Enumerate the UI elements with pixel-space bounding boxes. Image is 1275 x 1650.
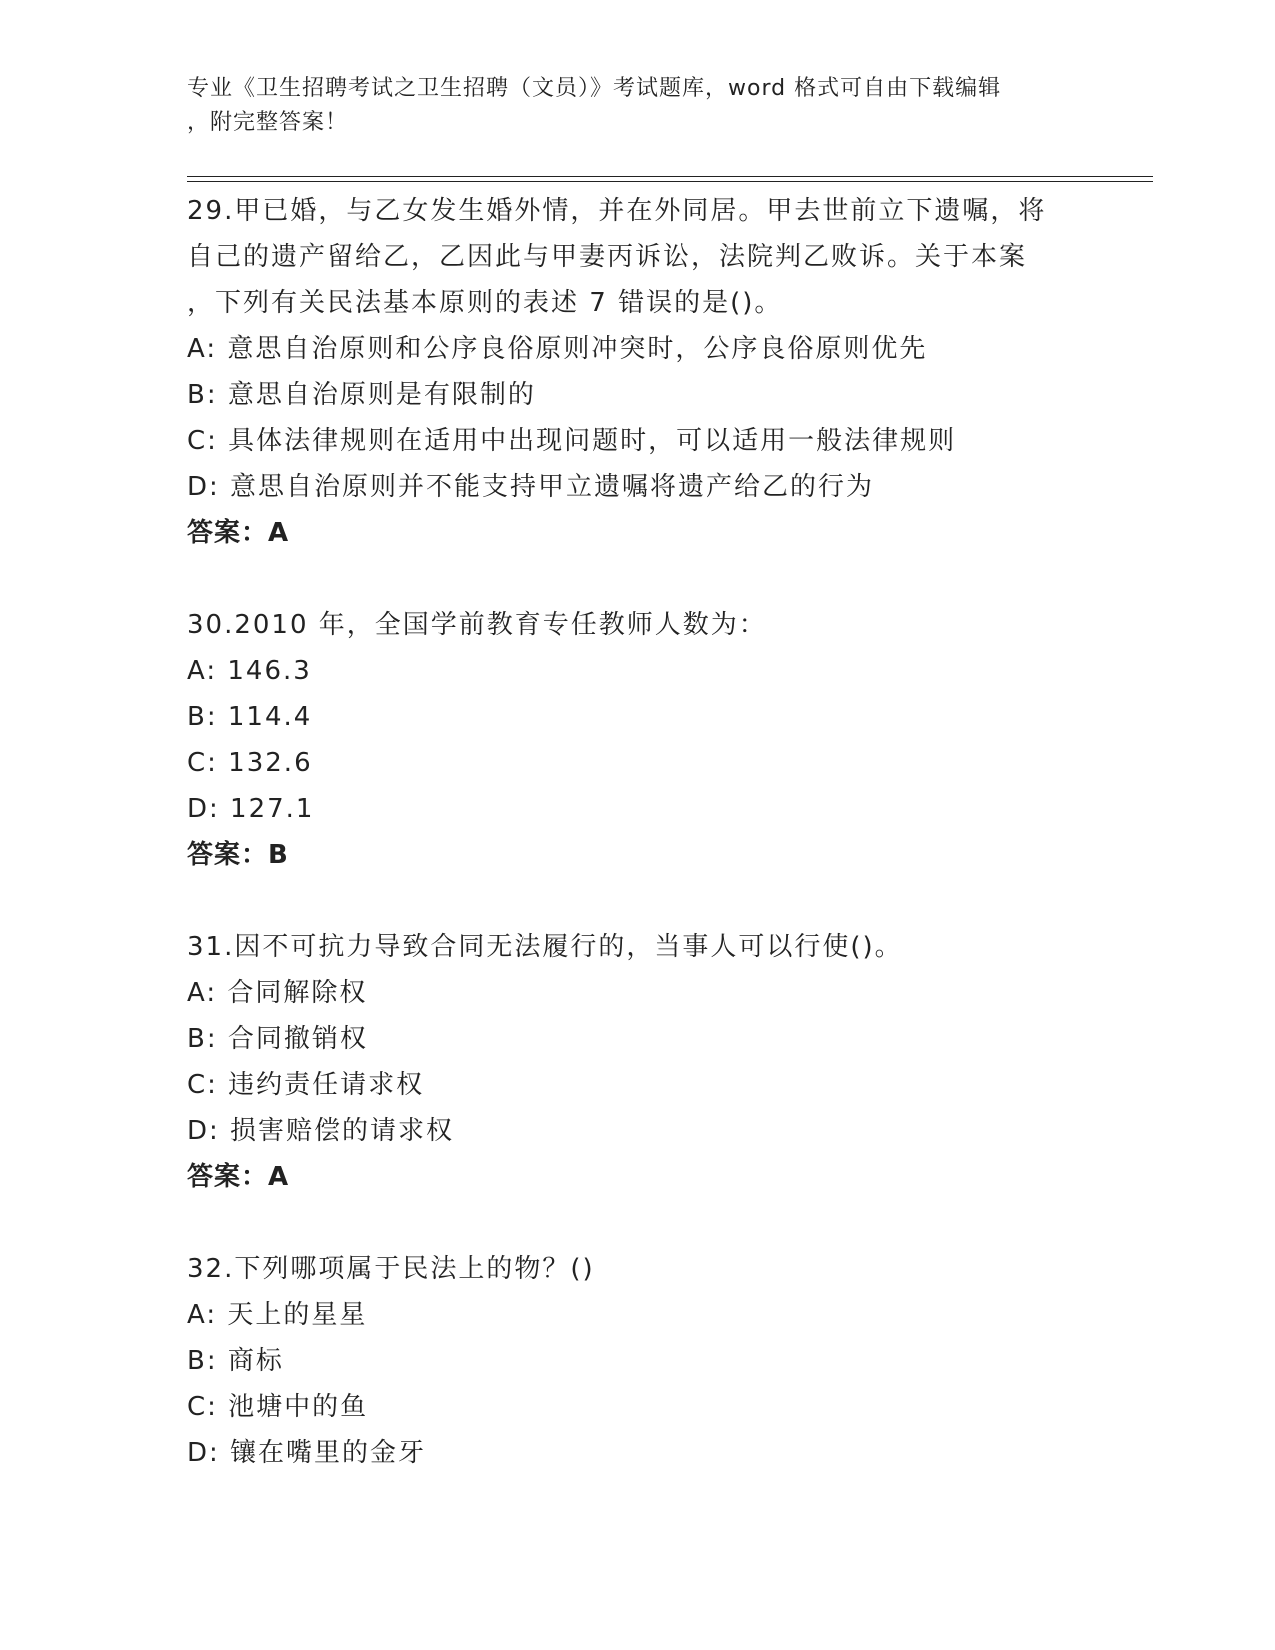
option-a: A: 合同解除权 (187, 978, 368, 1008)
question-stem (187, 1246, 1067, 1292)
question-stem (187, 602, 1067, 648)
question-spacer (187, 1200, 1087, 1246)
answer-label: 答案：A (187, 518, 290, 548)
option-a: A: 146.3 (187, 656, 312, 686)
question-stem (187, 188, 1067, 326)
question-29 (187, 188, 1087, 556)
question-stem-line: ，下列有关民法基本原则的表述 7 错误的是()。 (187, 288, 783, 318)
header-divider-bottom (187, 181, 1153, 182)
option-c: C: 具体法律规则在适用中出现问题时，可以适用一般法律规则 (187, 426, 957, 456)
option-b: B: 合同撤销权 (187, 1024, 368, 1054)
question-spacer (187, 878, 1087, 924)
document-header (187, 72, 1067, 140)
answer-label: 答案：A (187, 1162, 290, 1192)
option-d: D: 127.1 (187, 794, 315, 824)
question-30 (187, 602, 1087, 878)
question-stem-line: 29.甲已婚，与乙女发生婚外情，并在外同居。甲去世前立下遗嘱，将 (187, 196, 1047, 226)
header-line-2: ，附完整答案！ (187, 110, 349, 135)
option-b: B: 商标 (187, 1346, 284, 1376)
question-stem-line: 自己的遗产留给乙，乙因此与甲妻丙诉讼，法院判乙败诉。关于本案 (187, 242, 1028, 272)
question-stem-line: 32.下列哪项属于民法上的物？() (187, 1254, 595, 1284)
option-a: A: 意思自治原则和公序良俗原则冲突时，公序良俗原则优先 (187, 334, 928, 364)
option-a: A: 天上的星星 (187, 1300, 368, 1330)
option-d: D: 损害赔偿的请求权 (187, 1116, 455, 1146)
question-stem-line: 30.2010 年，全国学前教育专任教师人数为： (187, 610, 767, 640)
option-c: C: 池塘中的鱼 (187, 1392, 369, 1422)
answer-label: 答案：B (187, 840, 289, 870)
option-d: D: 镶在嘴里的金牙 (187, 1438, 427, 1468)
question-spacer (187, 556, 1087, 602)
question-list (187, 188, 1087, 1476)
question-32 (187, 1246, 1087, 1476)
option-b: B: 114.4 (187, 702, 313, 732)
question-stem-line: 31.因不可抗力导致合同无法履行的，当事人可以行使()。 (187, 932, 903, 962)
header-divider-top (187, 176, 1153, 177)
option-c: C: 132.6 (187, 748, 313, 778)
question-31 (187, 924, 1087, 1200)
option-b: B: 意思自治原则是有限制的 (187, 380, 536, 410)
question-stem (187, 924, 1067, 970)
header-line-1: 专业《卫生招聘考试之卫生招聘（文员）》考试题库，word 格式可自由下载编辑 (187, 76, 1002, 101)
option-c: C: 违约责任请求权 (187, 1070, 425, 1100)
option-d: D: 意思自治原则并不能支持甲立遗嘱将遗产给乙的行为 (187, 472, 875, 502)
